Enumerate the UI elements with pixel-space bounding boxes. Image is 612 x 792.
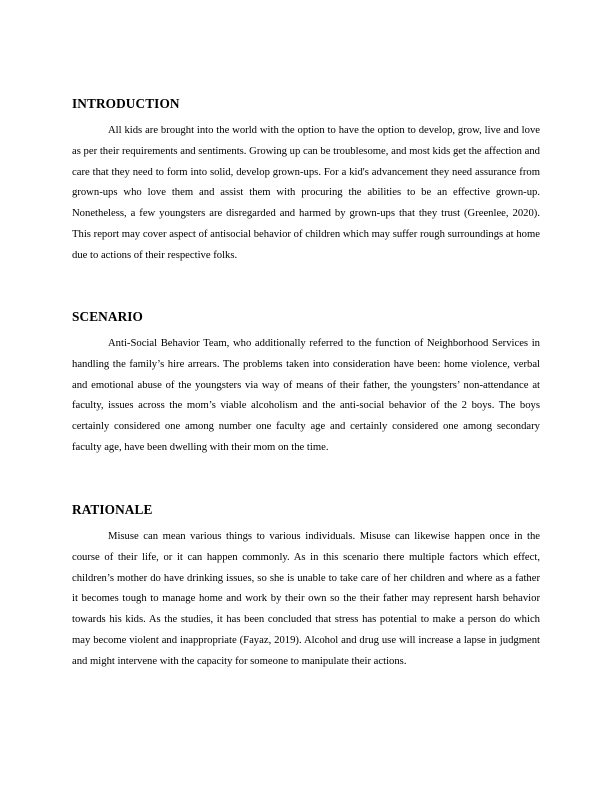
introduction-paragraph: All kids are brought into the world with the option to have the option to develop, grow, live and love as per their requirements and sentiments. Growing up can be troublesome, and most kids get the affection and care that they need to form into solid, develop grown-ups. For a kid's advancement they need assurance from grown-ups who love them and assist them with procuring the abilities to be an effective grown-up. Nonetheless, a few youngsters are disregarded and harmed by grown-ups that they trust (Greenlee, 2020). This report may cover aspect of antisocial behavior of children which may suffer rough surroundings at home due to actions of their respective folks. bbox=[72, 125, 540, 261]
scenario-heading: SCENARIO bbox=[72, 309, 143, 324]
rationale-section bbox=[72, 502, 540, 673]
introduction-heading: INTRODUCTION bbox=[72, 96, 180, 111]
rationale-paragraph: Misuse can mean various things to various individuals. Misuse can likewise happen once in the course of their life, or it can happen commonly. As in this scenario there multiple factors which effect, children’s mother do have drinking issues, so she is unable to take care of her children and where as a father it becomes tough to manage home and work by their own so the their father may represent harsh behavior towards his kids. As the studies, it has been concluded that stress has potential to make a person do which may become violent and inappropriate (Fayaz, 2019). Alcohol and drug use will increase a lapse in judgment and might intervene with the capacity for someone to manipulate their actions. bbox=[72, 531, 540, 667]
rationale-heading: RATIONALE bbox=[72, 502, 153, 517]
introduction-section bbox=[72, 96, 540, 267]
scenario-section bbox=[72, 309, 540, 459]
scenario-paragraph: Anti-Social Behavior Team, who additionally referred to the function of Neighborhood Services in handling the family’s hire arrears. The problems taken into consideration have been: home violence, verbal and emotional abuse of the youngsters via way of means of their father, the youngsters’ non-attendance at faculty, issues across the mom’s viable alcoholism and the anti-social behavior of the 2 boys. The boys certainly considered one among number one faculty age and certainly considered one among secondary faculty age, have been dwelling with their mom on the time. bbox=[72, 338, 540, 453]
